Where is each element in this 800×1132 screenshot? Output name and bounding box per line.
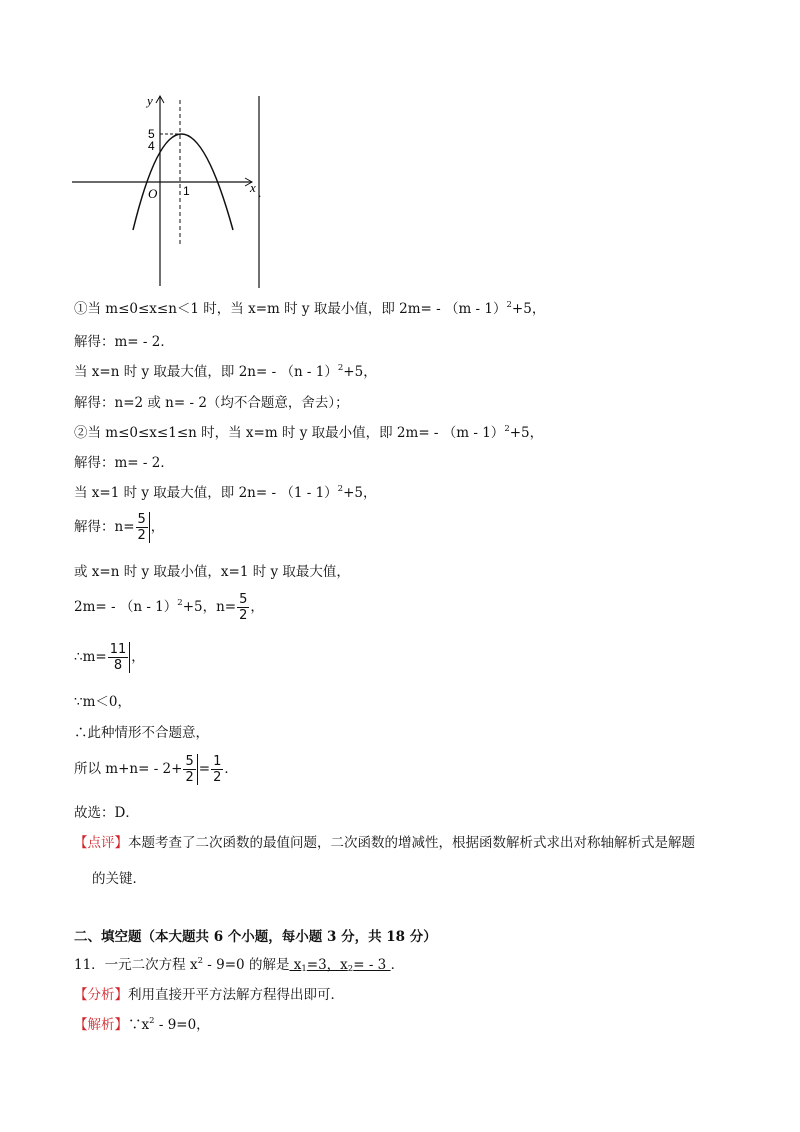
fraction-5-over-2: $\frac{5}{2}$ [183,754,197,785]
solution-line-4: 解得：n=2 或 n= - 2（均不合题意，舍去）； [74,395,349,411]
solution-line-11: ∴m= $\frac{11}{8}$ ， [74,642,145,673]
tick-label-4: 4 [148,139,155,153]
tick-label-1: 1 [183,184,190,198]
solution-intro-line: 【解析】$\because x^2 - 9=0$， [74,1016,210,1033]
solution-line-9: 或 x=n 时 y 取最小值，x=1 时 y 取最大值， [74,564,350,580]
section-title: 二、填空题（本大题共 6 个小题，每小题 3 分，共 18 分） [74,929,437,945]
solution-line-6: 解得：m= - 2． [74,455,174,471]
comment-line-2: 的关键． [92,871,146,887]
solution-line-2: 解得：m= - 2． [74,334,174,350]
fraction-5-over-2: $\frac{5}{2}$ [239,592,248,623]
solution-line-10: 2m= - （n - 1）$^2$+5，n= $\frac{5}{2}$ ， [74,592,264,623]
origin-label: O [148,186,158,201]
solution-line-8: 解得：n= $\frac{5}{2}$ ， [74,512,165,543]
y-axis-label: y [147,93,153,108]
solution-line-7: 当 x=1 时 y 取最大值，即 2n= - （1 - 1）$^2$+5， [74,484,377,501]
analysis-line: 【分析】利用直接开平方法解方程得出即可． [74,987,344,1003]
analysis-tag: 【分析】 [74,987,128,1003]
comment-tag: 【点评】 [74,835,128,851]
question-11: 11．一元二次方程 $x^2 - 9=0$ 的解是 $x_1=3$，$x_2= - 3$ ． [74,956,405,974]
solution-line-14: 所以 m+n= - 2+ $\frac{5}{2}$ = $\frac{1}{2}$ ． [74,754,238,785]
q11-answer: $x_1=3$，$x_2= - 3$ [289,957,391,974]
fraction-1-over-2: $\frac{1}{2}$ [213,754,222,785]
graph-trailing-dot: . [258,185,262,200]
solution-line-13: ∴此种情形不合题意， [74,725,209,741]
solution-line-1: ①当 m≤0≤x≤n＜1 时，当 x=m 时 y 取最小值，即 2m= - （m - 1）$^2$+5， [74,300,546,317]
solution-line-15: 故选：D． [74,805,139,821]
x-axis-label: x [250,180,256,195]
solution-line-12: ∵m＜0， [74,694,131,710]
parabola-graph [66,92,276,290]
solution-line-3: 当 x=n 时 y 取最大值，即 2n= - （n - 1）$^2$+5， [74,363,377,380]
fraction-11-over-8: $\frac{11}{8}$ [108,642,131,673]
solution-tag: 【解析】 [74,1017,128,1033]
tick-label-5: 5 [148,127,155,141]
fraction-5-over-2: $\frac{5}{2}$ [136,512,150,543]
comment-line-1: 【点评】本题考查了二次函数的最值问题，二次函数的增减性，根据函数解析式求出对称轴解析式是解题 [74,835,695,851]
solution-line-5: ②当 m≤0≤x≤1≤n 时，当 x=m 时 y 取最小值，即 2m= - （m - 1）$^2$+5， [74,424,544,441]
